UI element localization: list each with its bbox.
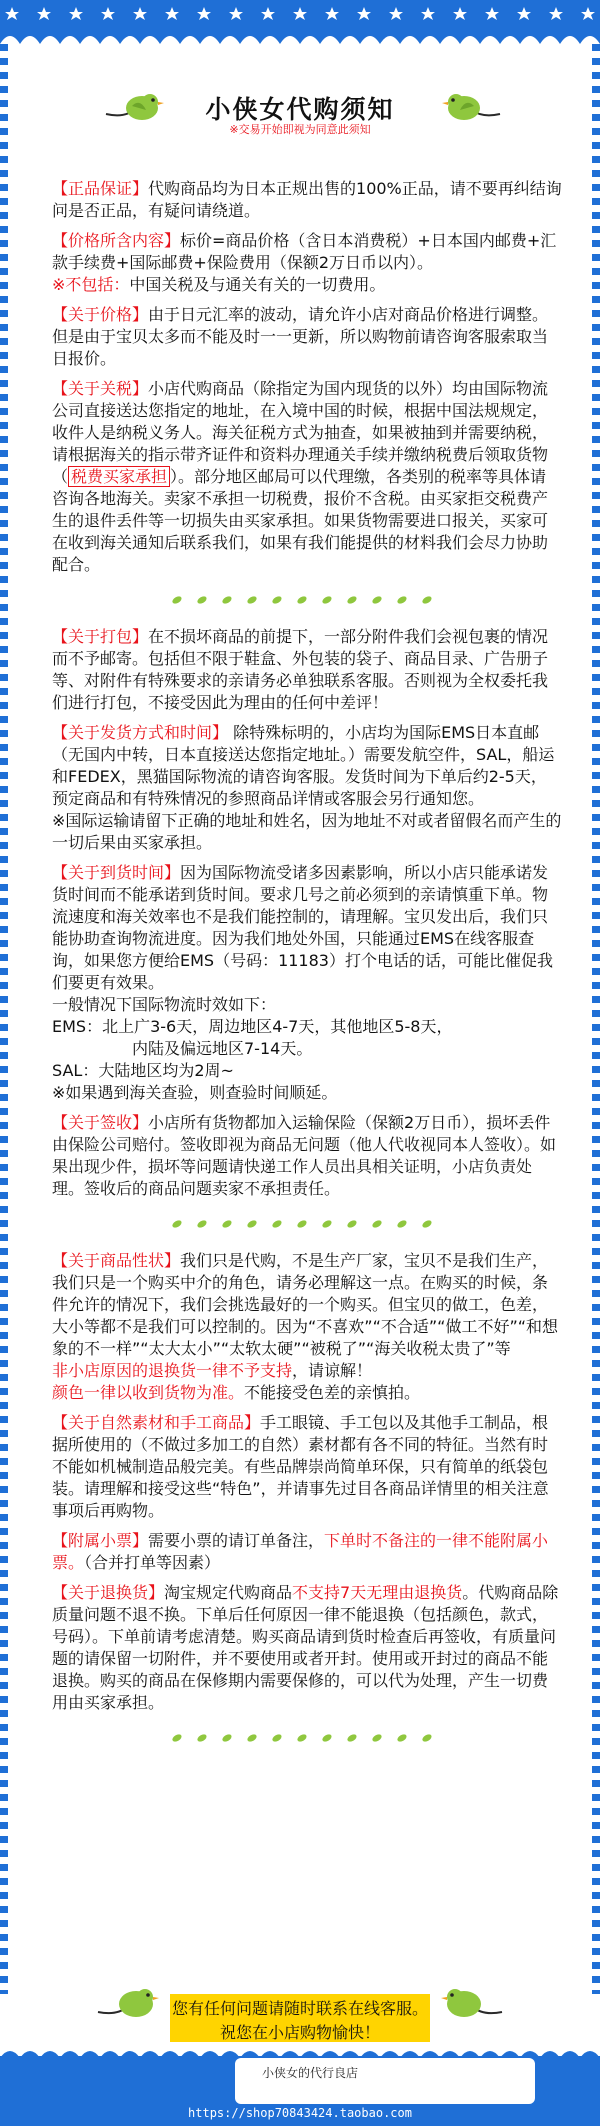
section-tag: 【关于打包】 [52,627,149,646]
tax-highlight: 税费买家承担 [68,466,170,487]
section-shipping [52,722,562,854]
section-tag: 【关于商品性状】 [52,1251,181,1270]
section-text: 小店代购商品（除指定为国内现货的以外）均由国际物流公司直接送达您指定的地址，在入境中国的时候，根据中国法规规定，收件人是纳税义务人。海关征税方式为抽查，如果被抽到并需要纳税，请根据海关的指示带齐证件和资料办理通关手续并缴纳税费后领取货物（ [52,379,549,486]
section-text: 。代购商品除质量问题不退不换。下单后任何原因一律不能退换（包括颜色，款式，号码）。下单前请考虑清楚。购买商品请到货时检查后再签收，有质量问题的请保留一切附件，并不要使用或者开封。使用或开封过的商品不能退换。购买的商品在保修期内需要保修的，可以代为处理，产生一切费用由买家承担。 [52,1583,559,1712]
leaf-divider-icon [52,1216,562,1232]
section-nature [52,1250,562,1404]
contact-message: 您有任何问题请随时联系在线客服。 [171,1999,428,2018]
section-text: 需要小票的请订单备注， [148,1531,325,1550]
right-dotted-border [592,44,600,1994]
shop-name: 小侠女的代行良店 [262,2066,359,2080]
no-return-warning: 非小店原因的退换货一律不予支持 [52,1361,293,1380]
section-text: 除特殊标明的，小店均为国际EMS日本直邮（无国内中转，日本直接送达您指定地址。）需要发航空件，SAL，船运和FEDEX，黑猫国际物流的请咨询客服。发货时间为下单后约2-5天，预定商品和有特殊情况的参照商品详情或客服会另行通知您。 [52,723,555,808]
notice-content [52,178,562,1764]
page-subtitle: ※交易开始即视为同意此须知 [229,123,371,136]
scallop-edge-icon [0,28,600,44]
section-text: ）。部分地区邮局可以代理缴，各类别的税率等具体请咨询各地海关。卖家不承担一切税费，报价不含税。由买家拒交税费产生的退件丢件等一切损失由买家承担。如果货物需要进口报关，买家可在收到海关通知后联系我们，如果有我们能提供的材料我们会尽力协助配合。 [52,467,549,574]
section-tag: 【关于到货时间】 [52,863,181,882]
sal-times: SAL：大陆地区均为2周~ [52,1061,234,1080]
section-tag: 【关于退换货】 [52,1583,165,1602]
left-dotted-border [0,44,8,1994]
section-note: ※如果遇到海关查验，则查验时间顺延。 [52,1083,338,1102]
section-signing [52,1112,562,1200]
receipt-warning: 下单时不备注的一律不能附属小票。 [52,1531,549,1572]
section-text: 我们只是代购，不是生产厂家，宝贝不是我们生产，我们只是一个购买中介的角色，请务必理解这一点。在购买的时候，条件允许的情况下，我们会挑选最好的一个购买。但宝贝的做工，色差，大小等都不是我们可以控制的。因为“不喜欢”“不合适”“做工不好”“和想象的不一样”“太大太小”“太软太硬”“被税了”“海关收税太贵了”等 [52,1251,559,1358]
section-tag: 【关于签收】 [52,1113,149,1132]
section-text: 小店所有货物都加入运输保险（保额2万日币），损坏丢件由保险公司赔付。签收即视为商品无问题（他人代收视同本人签收）。如果出现少件，损坏等问题请快递工作人员出具相关证明，小店负责处理。签收后的商品问题卖家不承担责任。 [52,1113,557,1198]
color-warning: 颜色一律以收到货物为准。 [52,1383,245,1402]
section-text: （合并打单等因素） [84,1553,221,1572]
section-text: 淘宝规定代购商品 [164,1583,293,1602]
greeting-message: 祝您在小店购物愉快！ [219,2023,380,2042]
section-tag: 【关于发货方式和时间】 [52,723,229,742]
section-tag: 【关于关税】 [52,379,149,398]
section-text: 代购商品均为日本正规出售的100%正品，请不要再纠结询问是否正品，有疑问请绕道。 [52,179,562,220]
section-text: 因为国际物流受诸多因素影响，所以小店只能承诺发货时间而不能承诺到货时间。要求几号之前必须到的亲请慎重下单。物流速度和海关效率也不是我们能控制的，请理解。宝贝发出后，我们只能协助查询物流进度。因为我们地处外国，只能通过EMS在线客服查询，如果您方便给EMS（号码：11183）打个电话的话，可能比催促我们要更有效果。 [52,863,553,992]
scallop-edge-icon [0,2044,600,2058]
section-text: 由于日元汇率的波动，请允许小店对商品价格进行调整。但是由于宝贝太多而不能及时一一更新，所以购物前请咨询客服索取当日报价。 [52,305,549,368]
section-packing [52,626,562,714]
star-row-icon [0,6,600,20]
exclusion-text: 中国关税及与通关有关的一切费用。 [129,275,386,294]
section-tag: 【关于价格】 [52,305,149,324]
section-tag: 【价格所含内容】 [52,231,181,250]
section-tag: 【正品保证】 [52,179,149,198]
section-text: 标价=商品价格（含日本消费税）+日本国内邮费+汇款手续费+国际邮费+保险费用（保额2万日币以内）。 [52,231,557,272]
section-tag: 【附属小票】 [52,1531,149,1550]
top-decorative-band [0,0,600,44]
leaf-divider-icon [52,1730,562,1746]
section-customs [52,378,562,576]
section-arrival [52,862,562,1104]
section-note: ※国际运输请留下正确的地址和姓名，因为地址不对或者留假名而产生的一切后果由买家承担。 [52,811,562,852]
timeline-intro: 一般情况下国际物流时效如下： [52,995,277,1014]
page-title: 小侠女代购须知 [205,95,395,124]
section-returns [52,1582,562,1714]
section-text: 在不损坏商品的前提下，一部分附件我们会视包裹的情况而不予邮寄。包括但不限于鞋盒、外包装的袋子、商品目录、广告册子等、对附件有特殊要求的亲请务必单独联系客服。否则视为全权委托我们进行打包，不接受因此为理由的任何中差评！ [52,627,549,712]
exclusion-label: ※不包括： [52,275,130,294]
section-text: 手工眼镜、手工包以及其他手工制品，根据所使用的（不做过多加工的自然）素材都有各不同的特征。当然有时不能如机械制造品般完美。有些品牌崇尚简单环保，只有简单的纸袋包装。请理解和接受这些“特色”，并请事先过目各商品详情里的相关注意事项后再购物。 [52,1413,549,1520]
section-text: ，请谅解！ [292,1361,373,1380]
section-receipt [52,1530,562,1574]
ems-times-remote: 内陆及偏远地区7-14天。 [132,1039,313,1058]
ems-times: EMS：北上广3-6天，周边地区4-7天，其他地区5-8天， [52,1017,453,1036]
section-about-price [52,304,562,370]
returns-warning: 不支持7天无理由退换货 [292,1583,463,1602]
section-genuine [52,178,562,222]
section-text: 不能接受色差的亲慎拍。 [244,1383,421,1402]
leaf-divider-icon [52,592,562,608]
section-handmade [52,1412,562,1522]
shop-url-link[interactable]: https://shop70843424.taobao.com [188,2106,412,2120]
section-price [52,230,562,296]
section-tag: 【关于自然素材和手工商品】 [52,1413,261,1432]
